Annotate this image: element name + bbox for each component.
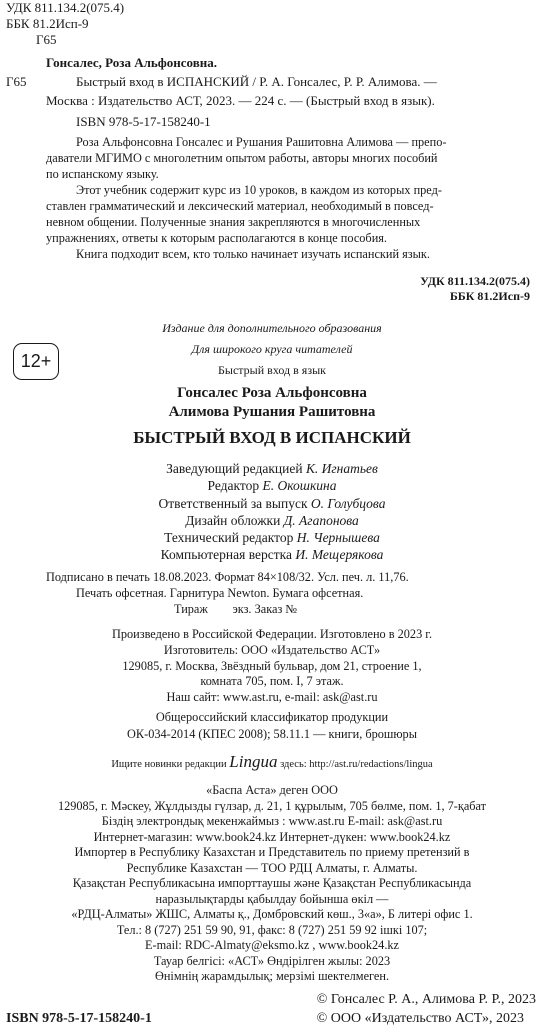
author-2: Алимова Рушания Рашитовна bbox=[168, 404, 376, 420]
manufacturer-line: комната 705, пом. I, 7 этаж. bbox=[200, 674, 344, 689]
kz-line: «РДЦ-Алматы» ЖШС, Алматы қ., Домбровский көш., 3«а», Б литері офис 1. bbox=[71, 907, 473, 921]
bbk-code: ББК 81.2Исп-9 bbox=[6, 16, 89, 31]
manufacturer-line: Произведено в Российской Федерации. Изготовлено в 2023 г. bbox=[111, 627, 433, 641]
kz-line: Өнімнің жарамдылық; мерзімі шектелмеген. bbox=[154, 969, 390, 983]
copyright-publisher: © ООО «Издательство АСТ», 2023 bbox=[316, 1011, 524, 1026]
entry-code: Г65 bbox=[6, 74, 27, 89]
series-name: Быстрый вход в язык bbox=[218, 363, 326, 377]
credit-row: Ответственный за выпуск О. Голубцова bbox=[158, 495, 386, 511]
abstract-line: даватели МГИМО с многолетним опытом работы, авторы многих пособий bbox=[46, 151, 438, 165]
kz-line: E-mail: RDC-Almaty@eksmo.kz , www.book24.kz bbox=[144, 938, 400, 952]
lingua-line: Ищите новинки редакции Lingua здесь: http://ast.ru/redactions/lingua bbox=[111, 752, 433, 771]
book-title: БЫСТРЫЙ ВХОД В ИСПАНСКИЙ bbox=[133, 428, 411, 447]
kz-line: «Баспа Аста» деген ООО bbox=[206, 783, 338, 797]
credit-row: Редактор Е. Окошкина bbox=[207, 478, 337, 494]
abstract bbox=[46, 134, 536, 262]
kz-line: Республике Казахстан — ТОО РДЦ Алматы, г. Алматы. bbox=[126, 860, 418, 875]
print-line-3: Тираж экз. Заказ № bbox=[174, 602, 298, 616]
kz-line: Интернет-магазин: www.book24.kz Интернет-дүкен: www.book24.kz bbox=[93, 829, 451, 844]
entry-author: Гонсалес, Роза Альфонсовна. bbox=[46, 55, 217, 70]
authors bbox=[0, 384, 544, 422]
credit-row: Заведующий редакцией К. Игнатьев bbox=[166, 461, 378, 476]
credit-row: Компьютерная верстка И. Мещерякова bbox=[160, 547, 384, 563]
copyright-authors: © Гонсалес Р. А., Алимова Р. Р., 2023 bbox=[316, 992, 536, 1007]
author-sign: Г65 bbox=[36, 32, 57, 47]
print-line-1: Подписано в печать 18.08.2023. Формат 84×108/32. Усл. печ. л. 11,76. bbox=[46, 570, 409, 584]
abstract-line: Книга подходит всем, кто только начинает изучать испанский язык. bbox=[76, 247, 430, 261]
udk-code: УДК 811.134.2(075.4) bbox=[6, 0, 125, 15]
abstract-line: по испанскому языку. bbox=[46, 167, 159, 181]
manufacturer-line: Наш сайт: www.ast.ru, e-mail: ask@ast.ru bbox=[166, 690, 378, 705]
kz-line: Біздің электрондық мекенжаймыз : www.ast.ru E-mail: ask@ast.ru bbox=[101, 814, 443, 828]
credit-row: Технический редактор Н. Чернышева bbox=[164, 530, 380, 546]
manufacturer-line: Изготовитель: ООО «Издательство АСТ» bbox=[163, 642, 381, 657]
classifier bbox=[0, 709, 544, 743]
kz-line: наразылықтарды қабылдау бойынша өкіл — bbox=[155, 891, 389, 906]
entry-line-1: Быстрый вход в ИСПАНСКИЙ / Р. А. Гонсалес, Р. Р. Алимова. — bbox=[76, 74, 437, 89]
udk-code-right: УДК 811.134.2(075.4) bbox=[420, 274, 530, 288]
abstract-line: Роза Альфонсовна Гонсалес и Рушания Рашитовна Алимова — препо- bbox=[76, 135, 447, 149]
age-rating-badge: 12+ bbox=[13, 343, 59, 380]
kz-line: Тауар белгісі: «АСТ» Өндірілген жылы: 2023 bbox=[153, 953, 391, 968]
kz-line: Импортер в Республику Казахстан и Представитель по приему претензий в bbox=[74, 845, 470, 859]
edition-type: Издание для дополнительного образования bbox=[162, 321, 382, 335]
lingua-logo: Lingua bbox=[229, 752, 278, 771]
manufacturer-info bbox=[0, 627, 544, 706]
credits bbox=[0, 460, 544, 564]
abstract-line: невном общении. Полученные знания закрепляются в многочисленных bbox=[46, 215, 421, 229]
footer-isbn: ISBN 978-5-17-158240-1 bbox=[6, 1011, 152, 1026]
credit-row: Дизайн обложки Д. Агапонова bbox=[185, 512, 359, 528]
classifier-line-2: ОК-034-2014 (КПЕС 2008); 58.11.1 — книги, брошюры bbox=[127, 727, 417, 741]
print-line-2: Печать офсетная. Гарнитура Newton. Бумага офсетная. bbox=[76, 586, 364, 600]
manufacturer-line: 129085, г. Москва, Звёздный бульвар, дом 21, строение 1, bbox=[122, 658, 422, 673]
abstract-line: ставлен грамматический и лексический материал, необходимый в повсед- bbox=[46, 199, 434, 213]
author-1: Гонсалес Роза Альфонсовна bbox=[177, 385, 367, 401]
kz-line: Тел.: 8 (727) 251 59 90, 91, факс: 8 (727) 251 59 92 ішкі 107; bbox=[116, 922, 428, 937]
audience: Для широкого круга читателей bbox=[191, 342, 353, 356]
kz-line: Қазақстан Республикасына импорттаушы және Қазақстан Республикасында bbox=[72, 876, 472, 890]
abstract-line: упражнениях, ответы к которым располагаются в конце пособия. bbox=[46, 231, 388, 245]
kz-line: 129085, г. Мәскеу, Жұлдызды гүлзар, д. 21, 1 құрылым, 705 бөлме, пом. 1, 7-қабат bbox=[57, 798, 487, 813]
classifier-line-1: Общероссийский классификатор продукции bbox=[155, 710, 389, 724]
abstract-line: Этот учебник содержит курс из 10 уроков, в каждом из которых пред- bbox=[76, 183, 442, 197]
edition-info bbox=[0, 318, 544, 381]
kazakhstan-info bbox=[0, 783, 544, 985]
entry-line-2: Москва : Издательство АСТ, 2023. — 224 с. — (Быстрый вход в язык). bbox=[46, 93, 435, 108]
entry-isbn: ISBN 978-5-17-158240-1 bbox=[76, 114, 211, 129]
bbk-code-right: ББК 81.2Исп-9 bbox=[449, 289, 530, 303]
